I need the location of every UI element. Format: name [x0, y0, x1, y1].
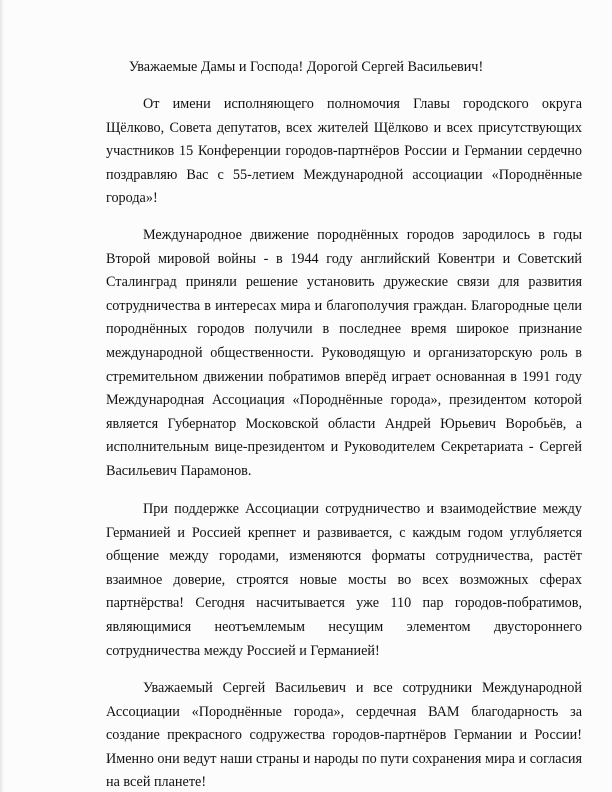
letter-salutation: Уважаемые Дамы и Господа! Дорогой Сергей Васильевич!: [128, 59, 484, 75]
paragraph-congratulation: От имени исполняющего полномочия Главы городского округа Щёлково, Совета депутатов, всех жителей Щёлково и всех присутствующих участников 15 Конференции городов-партнёров России и Германии сердечно поздравляю Вас с 55-летием Международной ассоциации «Породнённые города»!: [106, 96, 582, 207]
paragraph-cooperation: При поддержке Ассоциации сотрудничество и взаимодействие между Германией и Россией крепнет и развивается, с каждым годом углубляется общение между городами, изменяются форматы сотрудничества, растёт взаимное доверие, строятся новые мосты во всех возможных сферах партнёрства! Сегодня насчитывается уже 110 пар городов-побратимов, являющимися неотъемлемым несущим элементом двустороннего сотрудничества между Россией и Германией!: [106, 501, 582, 659]
paragraph-gratitude: Уважаемый Сергей Васильевич и все сотрудники Международной Ассоциации «Породнённые города», сердечная ВАМ благодарность за создание прекрасного содружества городов-партнёров Германии и России! Именно они ведут наши страны и народы по пути сохранения мира и согласия на всей планете!: [106, 680, 582, 791]
scan-edge-shadow: [0, 0, 4, 792]
paragraph-history: Международное движение породнённых городов зародилось в годы Второй мировой войны - в 1944 году английский Ковентри и Советский Сталинград приняли решение установить дружеские связи для развития сотрудничества в интересах мира и благополучия граждан. Благородные цели породнённых городов получили в последнее время широкое признание международной общественности. Руководящую и организаторскую роль в стремительном движении побратимов вперёд играет основанная в 1991 году Международная Ассоциация «Породнённые города», президентом которой является Губернатор Московской области Андрей Юрьевич Воробьёв, а исполнительным вице-президентом и Руководителем Секретариата - Сергей Васильевич Парамонов.: [106, 227, 582, 479]
